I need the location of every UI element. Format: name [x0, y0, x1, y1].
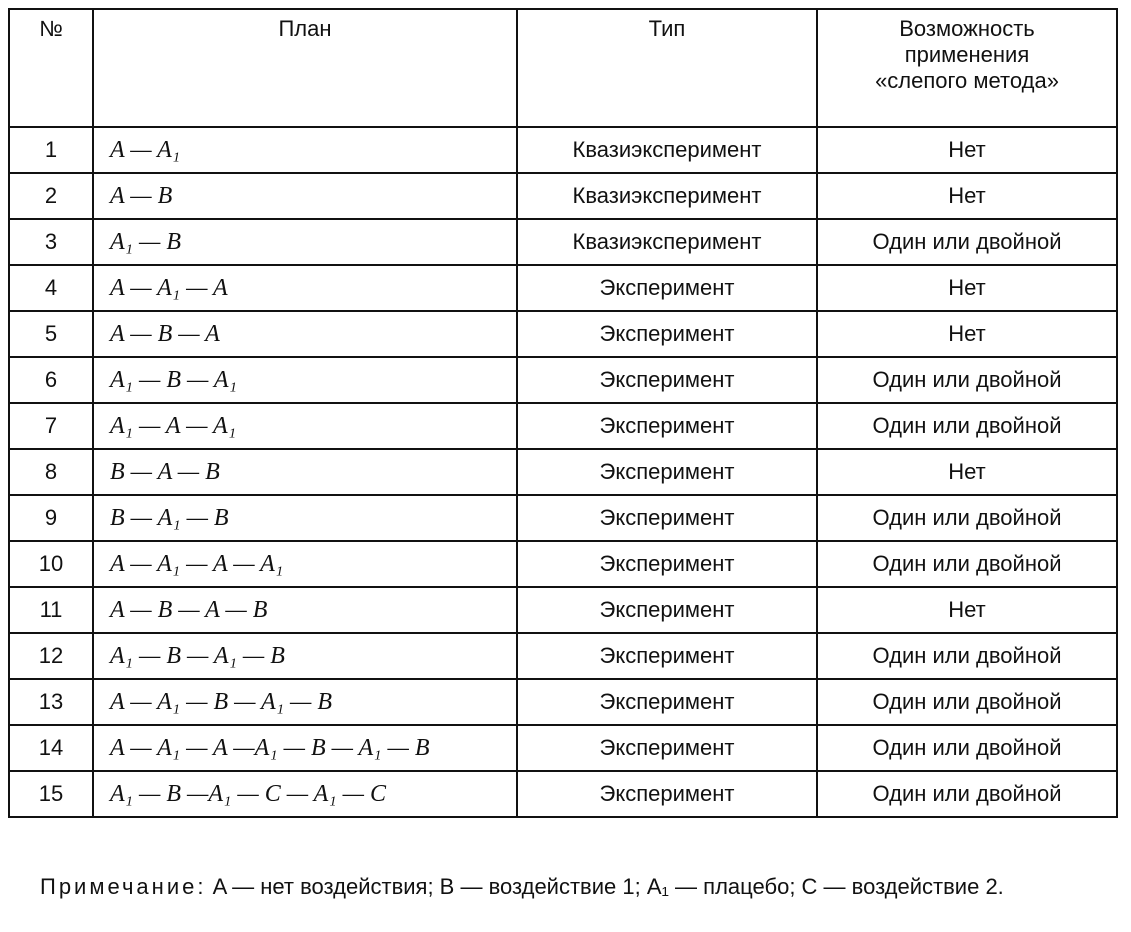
header-blind-method — [817, 9, 1117, 127]
row-plan: A — B — A — [93, 311, 517, 357]
table-row — [9, 495, 1117, 541]
row-plan: A₁ — B — A₁ — B — [93, 633, 517, 679]
row-blind: Один или двойной — [817, 495, 1117, 541]
row-plan: A₁ — A — A₁ — [93, 403, 517, 449]
plans-table — [8, 8, 1118, 818]
row-number: 15 — [9, 771, 93, 817]
row-type: Эксперимент — [517, 587, 817, 633]
row-blind: Один или двойной — [817, 541, 1117, 587]
row-number: 6 — [9, 357, 93, 403]
row-number: 12 — [9, 633, 93, 679]
row-plan: A — A₁ — A — [93, 265, 517, 311]
row-type: Квазиэксперимент — [517, 127, 817, 173]
row-blind: Один или двойной — [817, 219, 1117, 265]
header-blind-line-1: Возможность — [899, 16, 1035, 41]
row-number: 11 — [9, 587, 93, 633]
row-blind: Один или двойной — [817, 771, 1117, 817]
row-plan: A — B — [93, 173, 517, 219]
table-row — [9, 725, 1117, 771]
row-number: 10 — [9, 541, 93, 587]
table-row — [9, 219, 1117, 265]
row-number: 7 — [9, 403, 93, 449]
row-blind: Нет — [817, 127, 1117, 173]
table-row — [9, 541, 1117, 587]
row-blind: Нет — [817, 449, 1117, 495]
row-blind: Нет — [817, 173, 1117, 219]
row-blind: Один или двойной — [817, 633, 1117, 679]
row-type: Эксперимент — [517, 311, 817, 357]
row-blind: Один или двойной — [817, 725, 1117, 771]
row-type: Эксперимент — [517, 495, 817, 541]
row-plan: B — A₁ — B — [93, 495, 517, 541]
row-number: 14 — [9, 725, 93, 771]
table-row — [9, 357, 1117, 403]
row-plan: A — A₁ — [93, 127, 517, 173]
row-blind: Один или двойной — [817, 357, 1117, 403]
row-blind: Нет — [817, 587, 1117, 633]
row-number: 5 — [9, 311, 93, 357]
row-plan: A — A₁ — A — A₁ — [93, 541, 517, 587]
row-type: Квазиэксперимент — [517, 219, 817, 265]
table-row — [9, 771, 1117, 817]
row-type: Эксперимент — [517, 541, 817, 587]
row-number: 1 — [9, 127, 93, 173]
header-blind-line-2: применения — [904, 42, 1030, 67]
table-row — [9, 679, 1117, 725]
row-type: Эксперимент — [517, 403, 817, 449]
header-num: № — [9, 9, 93, 127]
row-number: 3 — [9, 219, 93, 265]
row-number: 13 — [9, 679, 93, 725]
row-type: Эксперимент — [517, 449, 817, 495]
row-type: Эксперимент — [517, 725, 817, 771]
row-type: Эксперимент — [517, 357, 817, 403]
row-type: Эксперимент — [517, 265, 817, 311]
row-blind: Один или двойной — [817, 679, 1117, 725]
row-plan: A₁ — B — A₁ — [93, 357, 517, 403]
row-number: 8 — [9, 449, 93, 495]
table-row — [9, 311, 1117, 357]
row-plan: A — A₁ — B — A₁ — B — [93, 679, 517, 725]
note-label: Примечание: — [40, 874, 207, 899]
row-plan: A₁ — B — [93, 219, 517, 265]
row-blind: Нет — [817, 311, 1117, 357]
table-row — [9, 265, 1117, 311]
row-type: Эксперимент — [517, 633, 817, 679]
table-row — [9, 127, 1117, 173]
row-number: 9 — [9, 495, 93, 541]
row-plan: B — A — B — [93, 449, 517, 495]
row-type: Эксперимент — [517, 771, 817, 817]
row-blind: Нет — [817, 265, 1117, 311]
table-row — [9, 403, 1117, 449]
header-type: Тип — [517, 9, 817, 127]
row-plan: A — A₁ — A —A₁ — B — A₁ — B — [93, 725, 517, 771]
header-plan: План — [93, 9, 517, 127]
row-type: Квазиэксперимент — [517, 173, 817, 219]
note-text: A — нет воздействия; B — воздействие 1; A₁ — плацебо; C — воздействие 2. — [206, 874, 1004, 899]
table-header-row — [9, 9, 1117, 127]
plans-table-container — [8, 8, 1118, 818]
table-row — [9, 633, 1117, 679]
table-row — [9, 449, 1117, 495]
row-number: 4 — [9, 265, 93, 311]
row-number: 2 — [9, 173, 93, 219]
table-note — [8, 872, 1123, 902]
table-row — [9, 173, 1117, 219]
row-plan: A₁ — B —A₁ — C — A₁ — C — [93, 771, 517, 817]
row-plan: A — B — A — B — [93, 587, 517, 633]
table-row — [9, 587, 1117, 633]
row-type: Эксперимент — [517, 679, 817, 725]
row-blind: Один или двойной — [817, 403, 1117, 449]
header-blind-line-3: «слепого метода» — [875, 68, 1059, 93]
